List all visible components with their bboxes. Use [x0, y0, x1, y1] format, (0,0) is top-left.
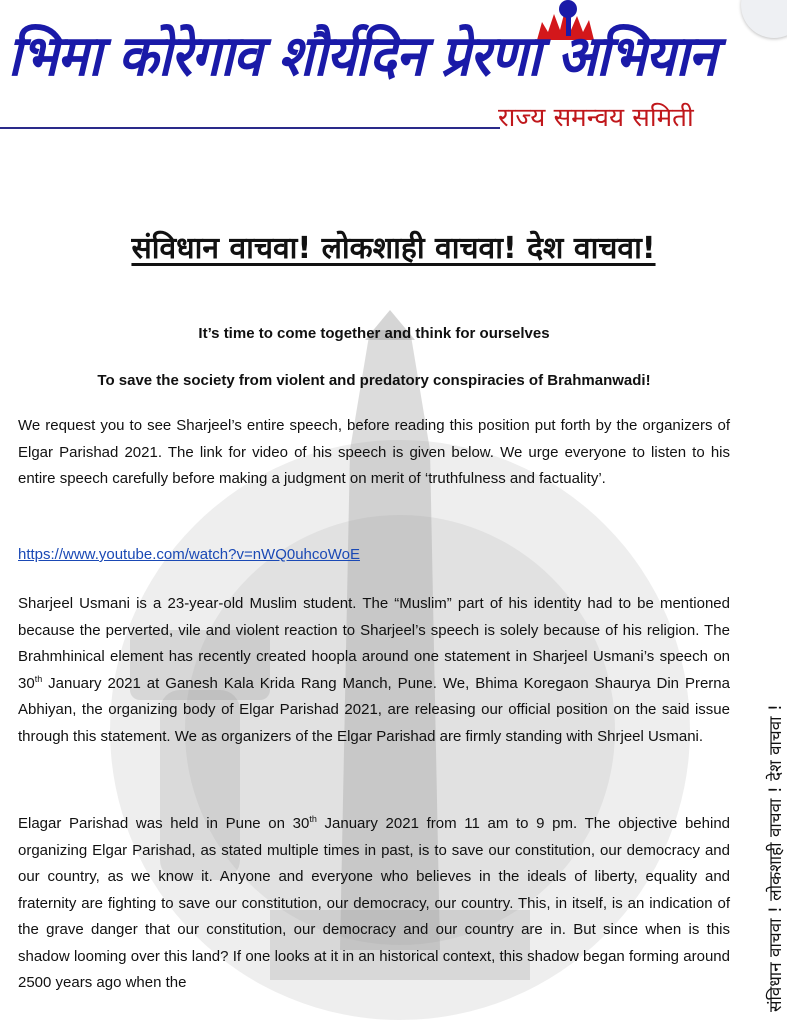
paragraph-elgar-parishad	[18, 811, 730, 997]
paragraph-about-sharjeel	[18, 591, 730, 750]
subheading-call: It’s time to come together and think for ourselves	[198, 325, 550, 342]
date-ordinal: th	[309, 814, 317, 824]
subheading-cause: To save the society from violent and predatory conspiracies of Brahmanwadi!	[97, 372, 651, 389]
vertical-slogan: संविधान वाचवा ! लोकशाही वाचवा ! देश वाचवा !	[766, 704, 786, 1012]
date-ordinal: th	[34, 673, 43, 684]
letterhead	[0, 0, 787, 135]
paragraph-text: January 2021 at Ganesh Kala Krida Rang Manch, Pune. We, Bhima Koregaon Shaurya Din Prerna Abhiyan, the organizing body of Elgar Parishad 2021, are releasing our official position on the said issue through this statement. We as organizers of the Elgar Parishad are firmly standing with Shrjeel Usmani.	[18, 674, 730, 745]
header-divider	[0, 127, 500, 129]
paragraph-text: January 2021 from 11 am to 9 pm. The objective behind organizing Elgar Parishad, as stated multiple times in past, is to save our constitution, our democracy and our country, as we know it. Anyone and everyone who believes in the ideals of liberty, equality and fraternity are fighting to save our constitution, our democracy, our country. This, in itself, is an indication of the grave danger that our constitution, our democracy and our country are in. But since when is this shadow looming over this land? If one looks at it in an historical context, this shadow began forming around 2500 years ago when the	[18, 815, 731, 991]
organization-title: भिमा कोरेगाव शौर्यदिन प्रेरणा अभियान	[8, 24, 717, 89]
committee-subtitle: राज्य समन्वय समिती	[498, 103, 694, 133]
paragraph-text: Sharjeel Usmani is a 23-year-old Muslim student. The “Muslim” part of his identity had to be mentioned because the perverted, vile and violent reaction to Sharjeel’s speech is solely because of his religion. The Brahmhinical element has recently created hoopla around one statement in Sharjeel Usmani’s speech on 30	[18, 595, 730, 692]
youtube-video-link[interactable]: https://www.youtube.com/watch?v=nWQ0uhcoWoE	[18, 546, 360, 563]
page-title: संविधान वाचवा! लोकशाही वाचवा! देश वाचवा!	[131, 231, 656, 266]
paragraph-request: We request you to see Sharjeel’s entire speech, before reading this position put forth by the organizers of Elgar Parishad 2021. The link for video of his speech is given below. We urge everyone to listen to his entire speech carefully before making a judgment on merit of ‘truthfulness and factuality’.	[18, 417, 730, 487]
paragraph-text: Elagar Parishad was held in Pune on 30	[18, 815, 310, 832]
